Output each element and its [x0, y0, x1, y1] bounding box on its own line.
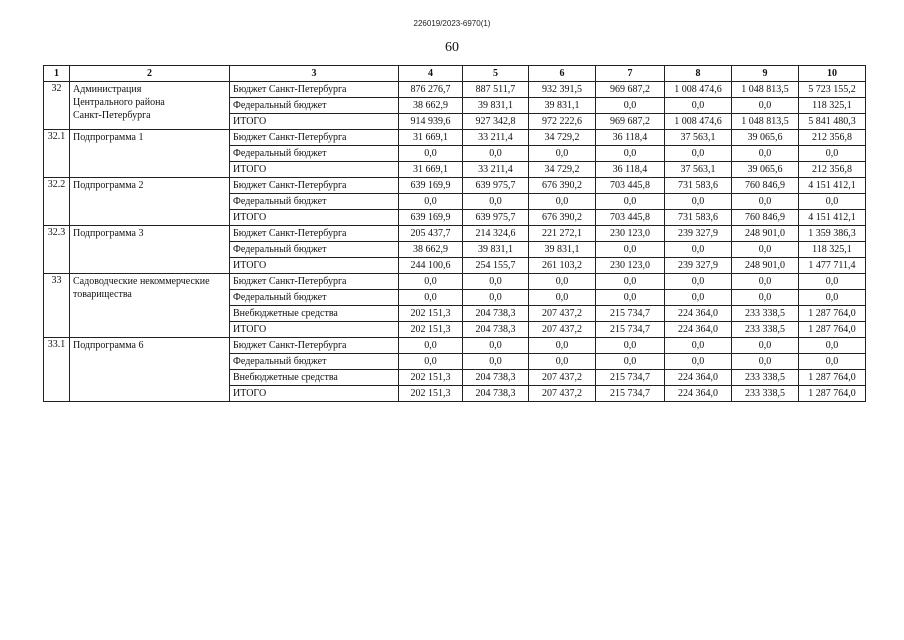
- funding-source: Бюджет Санкт-Петербурга: [230, 274, 399, 290]
- amount-cell: 932 391,5: [529, 82, 596, 98]
- amount-cell: 0,0: [665, 274, 732, 290]
- amount-cell: 0,0: [732, 338, 799, 354]
- amount-cell: 0,0: [529, 338, 596, 354]
- amount-cell: 887 511,7: [463, 82, 529, 98]
- program-name-line: Подпрограмма 3: [73, 228, 144, 239]
- amount-cell: 202 151,3: [399, 386, 463, 402]
- program-name: [70, 338, 230, 402]
- column-header: 2: [70, 66, 230, 82]
- amount-cell: 1 287 764,0: [799, 306, 866, 322]
- amount-cell: 202 151,3: [399, 306, 463, 322]
- amount-cell: 0,0: [463, 274, 529, 290]
- amount-cell: 0,0: [463, 338, 529, 354]
- amount-cell: 5 723 155,2: [799, 82, 866, 98]
- funding-source: Федеральный бюджет: [230, 242, 399, 258]
- amount-cell: 204 738,3: [463, 306, 529, 322]
- amount-cell: 0,0: [732, 274, 799, 290]
- program-name: [70, 274, 230, 338]
- amount-cell: 676 390,2: [529, 210, 596, 226]
- column-header: 3: [230, 66, 399, 82]
- amount-cell: 38 662,9: [399, 98, 463, 114]
- amount-cell: 39 065,6: [732, 130, 799, 146]
- amount-cell: 639 975,7: [463, 210, 529, 226]
- column-header: 8: [665, 66, 732, 82]
- amount-cell: 1 048 813,5: [732, 82, 799, 98]
- amount-cell: 0,0: [665, 354, 732, 370]
- amount-cell: 0,0: [596, 274, 665, 290]
- amount-cell: 0,0: [732, 242, 799, 258]
- amount-cell: 0,0: [799, 146, 866, 162]
- amount-cell: 31 669,1: [399, 162, 463, 178]
- amount-cell: 0,0: [665, 146, 732, 162]
- amount-cell: 233 338,5: [732, 322, 799, 338]
- table-row: [44, 130, 866, 146]
- column-header: 7: [596, 66, 665, 82]
- amount-cell: 0,0: [596, 338, 665, 354]
- amount-cell: 1 287 764,0: [799, 386, 866, 402]
- amount-cell: 207 437,2: [529, 386, 596, 402]
- funding-source: Федеральный бюджет: [230, 290, 399, 306]
- column-header: 9: [732, 66, 799, 82]
- amount-cell: 202 151,3: [399, 370, 463, 386]
- program-name: [70, 178, 230, 226]
- table-row: [44, 274, 866, 290]
- amount-cell: 0,0: [596, 354, 665, 370]
- amount-cell: 36 118,4: [596, 130, 665, 146]
- amount-cell: 214 324,6: [463, 226, 529, 242]
- amount-cell: 639 975,7: [463, 178, 529, 194]
- amount-cell: 0,0: [529, 146, 596, 162]
- amount-cell: 0,0: [596, 242, 665, 258]
- amount-cell: 1 359 386,3: [799, 226, 866, 242]
- amount-cell: 0,0: [463, 146, 529, 162]
- amount-cell: 37 563,1: [665, 162, 732, 178]
- amount-cell: 1 048 813,5: [732, 114, 799, 130]
- funding-source: Бюджет Санкт-Петербурга: [230, 82, 399, 98]
- amount-cell: 221 272,1: [529, 226, 596, 242]
- column-header: 5: [463, 66, 529, 82]
- amount-cell: 233 338,5: [732, 386, 799, 402]
- amount-cell: 0,0: [665, 338, 732, 354]
- amount-cell: 760 846,9: [732, 178, 799, 194]
- amount-cell: 215 734,7: [596, 370, 665, 386]
- amount-cell: 703 445,8: [596, 178, 665, 194]
- program-name: [70, 226, 230, 274]
- amount-cell: 0,0: [463, 354, 529, 370]
- amount-cell: 39 065,6: [732, 162, 799, 178]
- amount-cell: 0,0: [399, 354, 463, 370]
- row-number: 32.3: [44, 226, 70, 274]
- funding-source: Бюджет Санкт-Петербурга: [230, 226, 399, 242]
- amount-cell: 0,0: [596, 146, 665, 162]
- amount-cell: 39 831,1: [463, 242, 529, 258]
- amount-cell: 239 327,9: [665, 226, 732, 242]
- amount-cell: 5 841 480,3: [799, 114, 866, 130]
- program-name-line: Подпрограмма 2: [73, 180, 144, 191]
- amount-cell: 0,0: [529, 274, 596, 290]
- amount-cell: 0,0: [732, 194, 799, 210]
- amount-cell: 0,0: [665, 98, 732, 114]
- amount-cell: 37 563,1: [665, 130, 732, 146]
- amount-cell: 36 118,4: [596, 162, 665, 178]
- funding-source: ИТОГО: [230, 386, 399, 402]
- row-number: 32.1: [44, 130, 70, 178]
- amount-cell: 1 287 764,0: [799, 322, 866, 338]
- funding-source: Бюджет Санкт-Петербурга: [230, 178, 399, 194]
- amount-cell: 0,0: [529, 194, 596, 210]
- amount-cell: 207 437,2: [529, 370, 596, 386]
- amount-cell: 639 169,9: [399, 178, 463, 194]
- amount-cell: 0,0: [529, 354, 596, 370]
- program-name-line: Подпрограмма 6: [73, 340, 144, 351]
- amount-cell: 676 390,2: [529, 178, 596, 194]
- amount-cell: 0,0: [399, 146, 463, 162]
- funding-source: Федеральный бюджет: [230, 146, 399, 162]
- program-name-line: Садоводческие некоммерческие: [73, 276, 210, 287]
- amount-cell: 248 901,0: [732, 226, 799, 242]
- amount-cell: 31 669,1: [399, 130, 463, 146]
- amount-cell: 969 687,2: [596, 114, 665, 130]
- program-name-line: Центрального района: [73, 97, 165, 108]
- amount-cell: 254 155,7: [463, 258, 529, 274]
- funding-source: ИТОГО: [230, 258, 399, 274]
- amount-cell: 118 325,1: [799, 242, 866, 258]
- table-header-row: [44, 66, 866, 82]
- amount-cell: 230 123,0: [596, 226, 665, 242]
- amount-cell: 205 437,7: [399, 226, 463, 242]
- amount-cell: 760 846,9: [732, 210, 799, 226]
- amount-cell: 0,0: [732, 146, 799, 162]
- amount-cell: 233 338,5: [732, 370, 799, 386]
- amount-cell: 0,0: [596, 194, 665, 210]
- program-name: [70, 130, 230, 178]
- row-number: 33: [44, 274, 70, 338]
- amount-cell: 1 477 711,4: [799, 258, 866, 274]
- row-number: 33.1: [44, 338, 70, 402]
- funding-source: ИТОГО: [230, 322, 399, 338]
- amount-cell: 0,0: [799, 274, 866, 290]
- amount-cell: 239 327,9: [665, 258, 732, 274]
- amount-cell: 0,0: [732, 354, 799, 370]
- table-row: [44, 226, 866, 242]
- amount-cell: 212 356,8: [799, 162, 866, 178]
- amount-cell: 0,0: [665, 194, 732, 210]
- amount-cell: 212 356,8: [799, 130, 866, 146]
- amount-cell: 207 437,2: [529, 322, 596, 338]
- amount-cell: 1 008 474,6: [665, 114, 732, 130]
- amount-cell: 39 831,1: [529, 98, 596, 114]
- amount-cell: 876 276,7: [399, 82, 463, 98]
- table-body: [44, 82, 866, 402]
- amount-cell: 33 211,4: [463, 130, 529, 146]
- budget-table: [43, 65, 866, 402]
- row-number: 32.2: [44, 178, 70, 226]
- page-number: 60: [445, 40, 459, 55]
- amount-cell: 914 939,6: [399, 114, 463, 130]
- column-header: 10: [799, 66, 866, 82]
- amount-cell: 207 437,2: [529, 306, 596, 322]
- funding-source: Федеральный бюджет: [230, 98, 399, 114]
- amount-cell: 39 831,1: [529, 242, 596, 258]
- amount-cell: 204 738,3: [463, 322, 529, 338]
- program-name-line: Администрация: [73, 84, 142, 95]
- amount-cell: 0,0: [665, 290, 732, 306]
- amount-cell: 1 008 474,6: [665, 82, 732, 98]
- program-name-line: товарищества: [73, 289, 132, 300]
- document-registration-code: 226019/2023-6970(1): [413, 19, 491, 28]
- amount-cell: 0,0: [463, 290, 529, 306]
- column-header: 1: [44, 66, 70, 82]
- table-row: [44, 82, 866, 98]
- amount-cell: 233 338,5: [732, 306, 799, 322]
- amount-cell: 4 151 412,1: [799, 178, 866, 194]
- amount-cell: 0,0: [596, 290, 665, 306]
- amount-cell: 0,0: [665, 242, 732, 258]
- amount-cell: 731 583,6: [665, 178, 732, 194]
- table-row: [44, 338, 866, 354]
- amount-cell: 224 364,0: [665, 306, 732, 322]
- amount-cell: 244 100,6: [399, 258, 463, 274]
- amount-cell: 927 342,8: [463, 114, 529, 130]
- amount-cell: 0,0: [529, 290, 596, 306]
- amount-cell: 34 729,2: [529, 162, 596, 178]
- amount-cell: 202 151,3: [399, 322, 463, 338]
- funding-source: ИТОГО: [230, 162, 399, 178]
- funding-source: Внебюджетные средства: [230, 370, 399, 386]
- program-name: [70, 82, 230, 130]
- amount-cell: 639 169,9: [399, 210, 463, 226]
- funding-source: Внебюджетные средства: [230, 306, 399, 322]
- amount-cell: 224 364,0: [665, 322, 732, 338]
- amount-cell: 0,0: [399, 338, 463, 354]
- column-header: 4: [399, 66, 463, 82]
- amount-cell: 1 287 764,0: [799, 370, 866, 386]
- amount-cell: 224 364,0: [665, 386, 732, 402]
- amount-cell: 0,0: [596, 98, 665, 114]
- amount-cell: 230 123,0: [596, 258, 665, 274]
- amount-cell: 204 738,3: [463, 370, 529, 386]
- row-number: 32: [44, 82, 70, 130]
- column-header: 6: [529, 66, 596, 82]
- amount-cell: 0,0: [732, 98, 799, 114]
- amount-cell: 204 738,3: [463, 386, 529, 402]
- amount-cell: 0,0: [732, 290, 799, 306]
- amount-cell: 215 734,7: [596, 306, 665, 322]
- amount-cell: 261 103,2: [529, 258, 596, 274]
- amount-cell: 0,0: [399, 194, 463, 210]
- funding-source: Федеральный бюджет: [230, 194, 399, 210]
- amount-cell: 38 662,9: [399, 242, 463, 258]
- amount-cell: 969 687,2: [596, 82, 665, 98]
- funding-source: Федеральный бюджет: [230, 354, 399, 370]
- amount-cell: 0,0: [799, 290, 866, 306]
- amount-cell: 731 583,6: [665, 210, 732, 226]
- amount-cell: 972 222,6: [529, 114, 596, 130]
- funding-source: Бюджет Санкт-Петербурга: [230, 130, 399, 146]
- amount-cell: 118 325,1: [799, 98, 866, 114]
- amount-cell: 34 729,2: [529, 130, 596, 146]
- amount-cell: 0,0: [799, 194, 866, 210]
- amount-cell: 215 734,7: [596, 386, 665, 402]
- funding-source: Бюджет Санкт-Петербурга: [230, 338, 399, 354]
- amount-cell: 0,0: [399, 290, 463, 306]
- amount-cell: 215 734,7: [596, 322, 665, 338]
- amount-cell: 39 831,1: [463, 98, 529, 114]
- program-name-line: Санкт-Петербурга: [73, 110, 151, 121]
- amount-cell: 0,0: [463, 194, 529, 210]
- amount-cell: 224 364,0: [665, 370, 732, 386]
- funding-source: ИТОГО: [230, 114, 399, 130]
- amount-cell: 0,0: [799, 338, 866, 354]
- amount-cell: 248 901,0: [732, 258, 799, 274]
- amount-cell: 703 445,8: [596, 210, 665, 226]
- table-row: [44, 178, 866, 194]
- amount-cell: 33 211,4: [463, 162, 529, 178]
- amount-cell: 0,0: [399, 274, 463, 290]
- amount-cell: 4 151 412,1: [799, 210, 866, 226]
- program-name-line: Подпрограмма 1: [73, 132, 144, 143]
- amount-cell: 0,0: [799, 354, 866, 370]
- funding-source: ИТОГО: [230, 210, 399, 226]
